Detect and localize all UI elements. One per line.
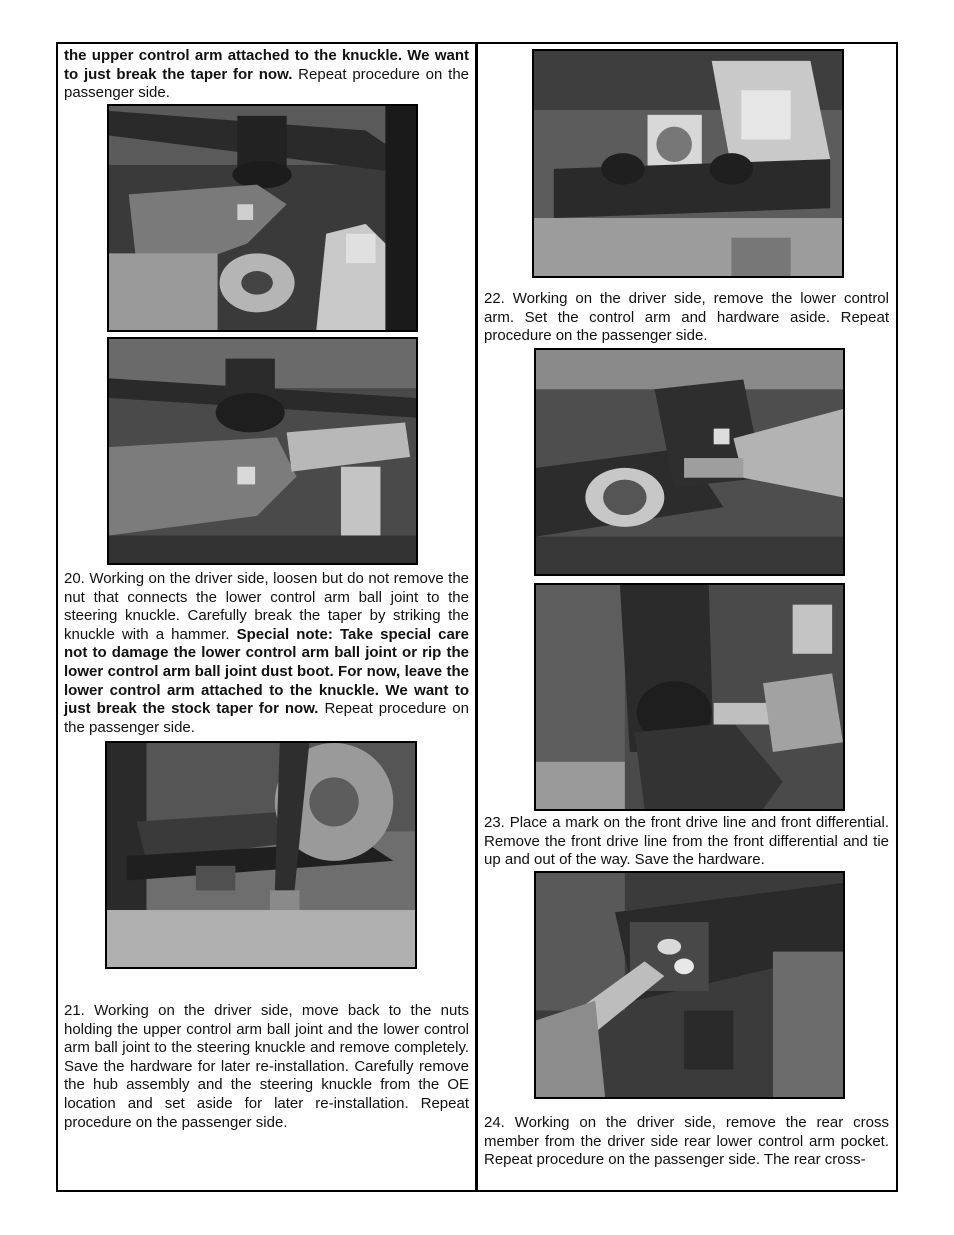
photo-driveline-mark <box>534 871 845 1099</box>
photo-hub-knuckle-removal <box>105 741 417 969</box>
step-24-paragraph: 24. Working on the driver side, remove the rear cross member from the driver side rear lower control arm pocket. Repeat procedure on the passenger side. The rear cross- <box>484 1114 889 1169</box>
photo-front-suspension-overview <box>532 49 844 278</box>
photo-upper-ball-joint-nut <box>107 104 418 332</box>
step-20-repeat: Repeat procedure on the passenger side. <box>64 700 469 736</box>
step-20-text: 20. Working on the driver side, loosen but do not remove the nut that connects the lower control arm ball joint to the steering knuckle. Carefully break the taper by striking the knuckle with a hammer. <box>64 570 469 643</box>
photo-hammer-strike <box>107 337 418 565</box>
photo-control-arm-pocket <box>534 583 845 811</box>
photo-lower-control-arm-bolt <box>534 348 845 576</box>
intro-paragraph <box>64 47 469 103</box>
step-20-paragraph <box>64 570 469 737</box>
step-21-paragraph: 21. Working on the driver side, move back to the nuts holding the upper control arm ball joint and the lower control arm ball joint to the steering knuckle and remove completely. Save the hardware for later re-installation. Carefully remove the hub assembly and the steering knuckle from the OE location and set aside for later re-installation. Repeat procedure on the passenger side. <box>64 1002 469 1131</box>
step-23-paragraph: 23. Place a mark on the front drive line and front differential. Remove the front drive line from the front differential and tie up and out of the way. Save the hardware. <box>484 814 889 869</box>
intro-bold: the upper control arm attached to the knuckle. We want to just break the taper for now. <box>64 47 469 83</box>
column-divider <box>475 42 478 1192</box>
intro-rest: Repeat procedure on the passenger side. <box>64 65 470 102</box>
step-22-paragraph: 22. Working on the driver side, remove the lower control arm. Set the control arm and hardware aside. Repeat procedure on the passenger side. <box>484 290 889 345</box>
step-20-special-note: Special note: Take special care not to damage the lower control arm ball joint or rip the lower control arm ball joint dust boot. For now, leave the lower control arm attached to the knuckle. We want to just break the stock taper for now. <box>64 625 469 718</box>
